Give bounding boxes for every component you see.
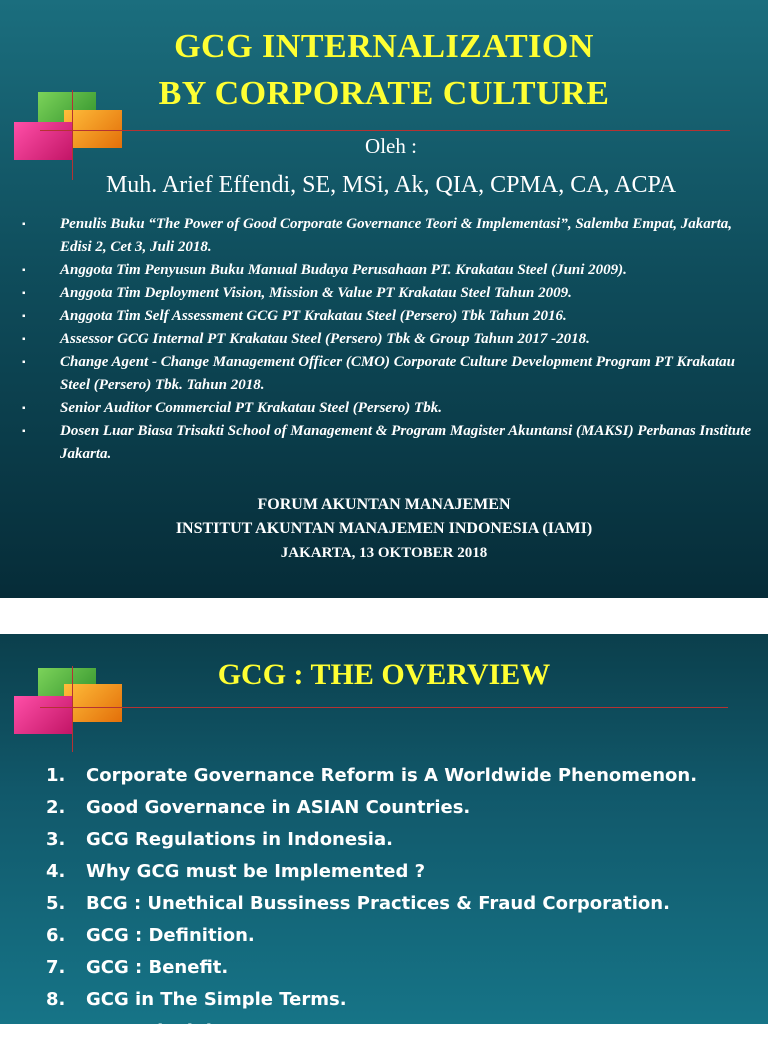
bullet-icon: ▪ <box>22 219 26 230</box>
bullet-icon: ▪ <box>22 288 26 299</box>
credential-text: Dosen Luar Biasa Trisakti School of Management & Program Magister Akuntansi (MAKSI) Perbanas Institute Jakarta. <box>60 423 752 462</box>
item-number: 2. <box>46 797 66 818</box>
item-text: GCG Regulations in Indonesia. <box>86 829 393 850</box>
item-text: GCG : Benefit. <box>86 957 229 978</box>
event-date: JAKARTA, 13 OKTOBER 2018 <box>280 545 488 561</box>
bullet-icon: ▪ <box>22 426 26 437</box>
author-name: Muh. Arief Effendi, SE, MSi, Ak, QIA, CPMA, CA, ACPA <box>105 172 677 198</box>
list-item <box>46 824 697 856</box>
list-item <box>46 920 697 952</box>
item-text: Good Governance in ASIAN Countries. <box>86 797 471 818</box>
credential-text: Change Agent - Change Management Officer (CMO) Corporate Culture Development Program PT Krakatau Steel (Persero) Tbk. Tahun 2018. <box>60 354 736 393</box>
item-number: 9. <box>46 1021 66 1042</box>
item-number: 8. <box>46 989 66 1010</box>
horizontal-accent-line <box>40 130 730 131</box>
credential-text: Teori & Implementasi”, Salemba Empat, Jakarta, Edisi 2, Cet 3, Juli 2018. <box>60 216 732 255</box>
horizontal-accent-line <box>40 707 728 708</box>
bullet-icon: ▪ <box>22 334 26 345</box>
list-item <box>46 984 697 1016</box>
credential-item <box>20 328 760 351</box>
item-number: 1. <box>46 765 66 786</box>
item-text: BCG : Unethical Bussiness Practices & Fraud Corporation. <box>86 893 670 914</box>
slide-gcg-overview <box>0 634 768 1042</box>
credential-item <box>20 420 760 466</box>
list-item <box>46 1016 697 1048</box>
credential-item <box>20 397 760 420</box>
book-title: “The Power of Good Corporate Governance <box>148 216 422 232</box>
forum-name: FORUM AKUNTAN MANAJEMEN <box>257 496 511 513</box>
item-text: Corporate Governance Reform is A Worldwide Phenomenon. <box>86 765 698 786</box>
credential-text: Senior Auditor Commercial PT Krakatau Steel (Persero) Tbk. <box>60 400 442 416</box>
credentials-list <box>20 213 760 466</box>
item-text: GCG in The Simple Terms. <box>86 989 347 1010</box>
credential-text: Anggota Tim Deployment Vision, Mission & Value PT Krakatau Steel Tahun 2009. <box>60 285 572 301</box>
credential-item <box>20 282 760 305</box>
item-number: 7. <box>46 957 66 978</box>
overview-list <box>46 760 697 1048</box>
list-item <box>46 792 697 824</box>
list-item <box>46 856 697 888</box>
institute-name: INSTITUT AKUNTAN MANAJEMEN INDONESIA (IAMI) <box>175 520 593 537</box>
by-label: Oleh : <box>365 134 417 158</box>
bullet-icon: ▪ <box>22 265 26 276</box>
credential-text: Anggota Tim Self Assessment GCG PT Krakatau Steel (Persero) Tbk Tahun 2016. <box>60 308 567 324</box>
credential-text: Anggota Tim Penyusun Buku Manual Budaya Perusahaan PT. Krakatau Steel (Juni 2009). <box>60 262 627 278</box>
credential-item <box>20 213 760 259</box>
list-item <box>46 952 697 984</box>
item-number: 5. <box>46 893 66 914</box>
item-number: 4. <box>46 861 66 882</box>
slide-title-line1: GCG INTERNALIZATION <box>174 28 594 65</box>
pink-square-icon <box>14 696 72 734</box>
list-item <box>46 888 697 920</box>
item-text: Why GCG must be Implemented ? <box>86 861 426 882</box>
credential-item <box>20 259 760 282</box>
bullet-icon: ▪ <box>22 357 26 368</box>
credential-item <box>20 305 760 328</box>
credential-item <box>20 351 760 397</box>
item-number: 6. <box>46 925 66 946</box>
bullet-icon: ▪ <box>22 311 26 322</box>
slide-separator <box>0 598 768 634</box>
credential-text: Assessor GCG Internal PT Krakatau Steel (Persero) Tbk & Group Tahun 2017 -2018. <box>60 331 590 347</box>
list-item <box>46 760 697 792</box>
overview-title: GCG : THE OVERVIEW <box>217 658 551 691</box>
item-text: GCG Principles : TARIF <box>86 1021 313 1042</box>
item-text: GCG : Definition. <box>86 925 255 946</box>
item-number: 3. <box>46 829 66 850</box>
slide-title-line2: BY CORPORATE CULTURE <box>158 75 610 112</box>
credential-text: Penulis Buku <box>60 216 149 232</box>
bullet-icon: ▪ <box>22 403 26 414</box>
